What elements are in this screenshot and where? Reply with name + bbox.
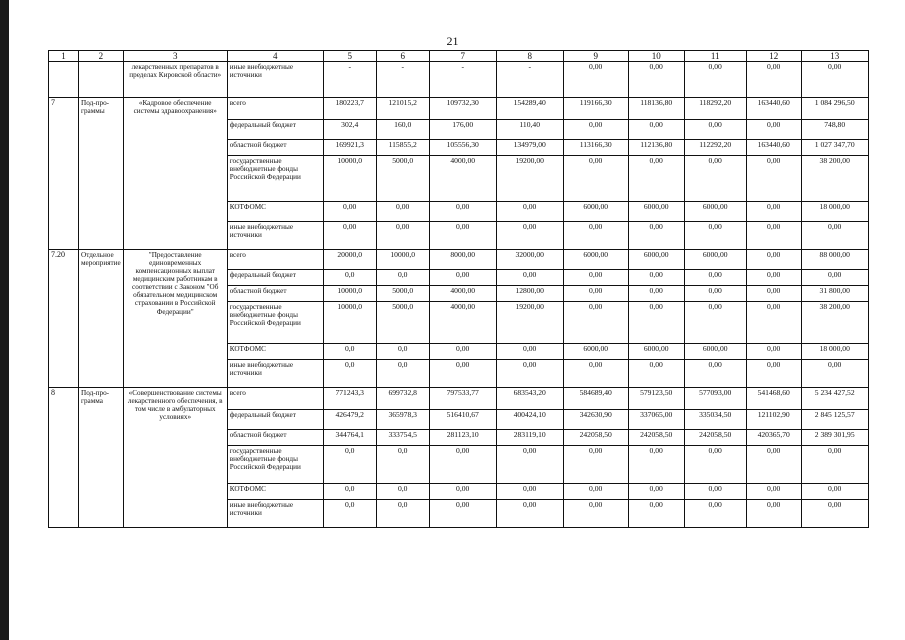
- funding-source-cell: федеральный бюджет: [227, 120, 323, 140]
- value-cell: 797533,77: [429, 388, 496, 410]
- value-cell: 0,00: [628, 302, 684, 344]
- value-cell: 32000,00: [496, 250, 563, 270]
- value-cell: 121102,90: [746, 410, 801, 430]
- value-cell: 0,00: [628, 446, 684, 484]
- value-cell: 0,00: [746, 484, 801, 500]
- value-cell: 0,00: [628, 286, 684, 302]
- column-number: 9: [563, 51, 628, 62]
- column-number: 2: [79, 51, 124, 62]
- value-cell: 0,00: [801, 484, 868, 500]
- funding-source-cell: государственные внебюджетные фонды Российской Федерации: [227, 446, 323, 484]
- value-cell: 0,0: [323, 500, 376, 528]
- value-cell: 160,0: [376, 120, 429, 140]
- value-cell: 0,00: [628, 62, 684, 98]
- value-cell: 0,00: [684, 302, 746, 344]
- value-cell: 0,00: [684, 62, 746, 98]
- column-number: 5: [323, 51, 376, 62]
- value-cell: 38 200,00: [801, 156, 868, 202]
- column-number: 12: [746, 51, 801, 62]
- funding-source-cell: федеральный бюджет: [227, 410, 323, 430]
- value-cell: 0,00: [801, 446, 868, 484]
- value-cell: 0,00: [429, 202, 496, 222]
- value-cell: 0,0: [376, 344, 429, 360]
- row-id-cell: 7: [49, 98, 79, 250]
- value-cell: 0,0: [376, 270, 429, 286]
- value-cell: 0,00: [429, 500, 496, 528]
- value-cell: 0,0: [323, 270, 376, 286]
- value-cell: 0,00: [376, 222, 429, 250]
- value-cell: 4000,00: [429, 302, 496, 344]
- row-id-cell: [49, 62, 79, 98]
- value-cell: 105556,30: [429, 140, 496, 156]
- value-cell: 516410,67: [429, 410, 496, 430]
- value-cell: 0,00: [684, 156, 746, 202]
- value-cell: 0,00: [496, 222, 563, 250]
- value-cell: 10000,0: [323, 286, 376, 302]
- value-cell: 0,00: [496, 202, 563, 222]
- column-number: 3: [123, 51, 227, 62]
- value-cell: 400424,10: [496, 410, 563, 430]
- value-cell: 0,00: [628, 360, 684, 388]
- value-cell: 10000,0: [323, 156, 376, 202]
- value-cell: 0,00: [628, 222, 684, 250]
- value-cell: 683543,20: [496, 388, 563, 410]
- value-cell: 0,00: [429, 360, 496, 388]
- value-cell: 0,00: [323, 202, 376, 222]
- value-cell: 0,00: [746, 360, 801, 388]
- value-cell: 0,00: [496, 344, 563, 360]
- value-cell: 110,40: [496, 120, 563, 140]
- value-cell: 242058,50: [563, 430, 628, 446]
- value-cell: 0,00: [684, 360, 746, 388]
- funding-source-cell: КОТФОМС: [227, 484, 323, 500]
- value-cell: 163440,60: [746, 140, 801, 156]
- value-cell: 18 000,00: [801, 202, 868, 222]
- value-cell: 31 800,00: [801, 286, 868, 302]
- value-cell: 0,00: [496, 500, 563, 528]
- value-cell: 283119,10: [496, 430, 563, 446]
- value-cell: 0,00: [746, 344, 801, 360]
- value-cell: 0,00: [628, 120, 684, 140]
- value-cell: 0,00: [801, 270, 868, 286]
- value-cell: 180223,7: [323, 98, 376, 120]
- column-number: 8: [496, 51, 563, 62]
- value-cell: 6000,00: [563, 250, 628, 270]
- value-cell: 5000,0: [376, 156, 429, 202]
- value-cell: 0,00: [746, 222, 801, 250]
- value-cell: 0,00: [563, 484, 628, 500]
- value-cell: 0,00: [563, 446, 628, 484]
- value-cell: 0,00: [746, 62, 801, 98]
- value-cell: 1 027 347,70: [801, 140, 868, 156]
- value-cell: 6000,00: [684, 344, 746, 360]
- value-cell: 420365,70: [746, 430, 801, 446]
- funding-source-cell: государственные внебюджетные фонды Российской Федерации: [227, 156, 323, 202]
- value-cell: 0,00: [801, 222, 868, 250]
- value-cell: 176,00: [429, 120, 496, 140]
- column-number: 1: [49, 51, 79, 62]
- value-cell: 0,00: [429, 484, 496, 500]
- value-cell: 0,00: [746, 156, 801, 202]
- value-cell: 18 000,00: [801, 344, 868, 360]
- value-cell: 584689,40: [563, 388, 628, 410]
- value-cell: 4000,00: [429, 286, 496, 302]
- row-type-cell: Под-про-граммы: [79, 98, 124, 250]
- funding-source-cell: иные внебюджетные источники: [227, 62, 323, 98]
- value-cell: 365978,3: [376, 410, 429, 430]
- funding-source-cell: областной бюджет: [227, 430, 323, 446]
- page-number: 21: [446, 34, 459, 48]
- value-cell: 112292,20: [684, 140, 746, 156]
- value-cell: 6000,00: [628, 250, 684, 270]
- value-cell: 119166,30: [563, 98, 628, 120]
- funding-source-cell: иные внебюджетные источники: [227, 500, 323, 528]
- value-cell: 109732,30: [429, 98, 496, 120]
- table-row: [49, 250, 869, 270]
- value-cell: 0,00: [429, 222, 496, 250]
- value-cell: 6000,00: [628, 344, 684, 360]
- value-cell: 6000,00: [628, 202, 684, 222]
- value-cell: 0,00: [628, 500, 684, 528]
- funding-source-cell: иные внебюджетные источники: [227, 222, 323, 250]
- value-cell: 88 000,00: [801, 250, 868, 270]
- value-cell: 0,00: [801, 360, 868, 388]
- value-cell: 0,0: [376, 484, 429, 500]
- value-cell: 0,00: [801, 500, 868, 528]
- value-cell: 20000,0: [323, 250, 376, 270]
- row-id-cell: 7.20: [49, 250, 79, 388]
- funding-source-cell: КОТФОМС: [227, 344, 323, 360]
- funding-source-cell: КОТФОМС: [227, 202, 323, 222]
- value-cell: 6000,00: [563, 202, 628, 222]
- value-cell: 0,00: [563, 62, 628, 98]
- value-cell: 541468,60: [746, 388, 801, 410]
- value-cell: 0,00: [496, 484, 563, 500]
- row-title-cell: «Кадровое обеспечение системы здравоохранения»: [123, 98, 227, 250]
- value-cell: 0,0: [323, 484, 376, 500]
- value-cell: 0,00: [684, 222, 746, 250]
- value-cell: 0,00: [376, 202, 429, 222]
- value-cell: 0,00: [496, 446, 563, 484]
- value-cell: 0,00: [684, 484, 746, 500]
- row-type-cell: Под-про-грамма: [79, 388, 124, 528]
- value-cell: -: [323, 62, 376, 98]
- value-cell: 426479,2: [323, 410, 376, 430]
- funding-source-cell: государственные внебюджетные фонды Российской Федерации: [227, 302, 323, 344]
- value-cell: 0,0: [323, 360, 376, 388]
- value-cell: 5000,0: [376, 302, 429, 344]
- value-cell: 281123,10: [429, 430, 496, 446]
- value-cell: 5 234 427,52: [801, 388, 868, 410]
- row-type-cell: Отдельное мероприятие: [79, 250, 124, 388]
- column-number: 11: [684, 51, 746, 62]
- value-cell: 337065,00: [628, 410, 684, 430]
- value-cell: 0,00: [429, 446, 496, 484]
- value-cell: 10000,0: [376, 250, 429, 270]
- value-cell: 342630,90: [563, 410, 628, 430]
- value-cell: 0,00: [746, 250, 801, 270]
- funding-source-cell: всего: [227, 388, 323, 410]
- value-cell: 0,00: [684, 270, 746, 286]
- value-cell: 0,00: [628, 270, 684, 286]
- value-cell: 0,0: [376, 500, 429, 528]
- value-cell: 169921,3: [323, 140, 376, 156]
- value-cell: 242058,50: [628, 430, 684, 446]
- value-cell: 19200,00: [496, 156, 563, 202]
- value-cell: -: [376, 62, 429, 98]
- value-cell: 6000,00: [684, 250, 746, 270]
- value-cell: 335034,50: [684, 410, 746, 430]
- row-title-cell: "Предоставление единовременных компенсационных выплат медицинским работникам в соответствии с Законом "Об обязательном медицинском страховании в Российской Федерации": [123, 250, 227, 388]
- value-cell: 0,00: [563, 286, 628, 302]
- value-cell: 12800,00: [496, 286, 563, 302]
- row-title-cell: лекарственных препаратов в пределах Кировской области»: [123, 62, 227, 98]
- column-number-row: [49, 51, 869, 62]
- value-cell: 0,00: [563, 270, 628, 286]
- funding-source-cell: всего: [227, 98, 323, 120]
- value-cell: 0,00: [563, 222, 628, 250]
- funding-source-cell: областной бюджет: [227, 140, 323, 156]
- value-cell: 0,00: [746, 446, 801, 484]
- value-cell: 0,00: [746, 500, 801, 528]
- value-cell: 118136,80: [628, 98, 684, 120]
- funding-source-cell: всего: [227, 250, 323, 270]
- value-cell: 0,0: [323, 446, 376, 484]
- value-cell: 0,00: [746, 202, 801, 222]
- budget-table: [48, 50, 869, 528]
- value-cell: 0,00: [746, 286, 801, 302]
- value-cell: 0,00: [563, 120, 628, 140]
- value-cell: 10000,0: [323, 302, 376, 344]
- value-cell: 0,00: [563, 500, 628, 528]
- value-cell: -: [496, 62, 563, 98]
- value-cell: 0,0: [376, 360, 429, 388]
- value-cell: 163440,60: [746, 98, 801, 120]
- value-cell: 118292,20: [684, 98, 746, 120]
- value-cell: 0,00: [628, 156, 684, 202]
- funding-source-cell: иные внебюджетные источники: [227, 360, 323, 388]
- value-cell: 0,00: [684, 120, 746, 140]
- value-cell: 0,00: [563, 360, 628, 388]
- value-cell: 5000,0: [376, 286, 429, 302]
- value-cell: 0,0: [376, 446, 429, 484]
- value-cell: 344764,1: [323, 430, 376, 446]
- row-type-cell: [79, 62, 124, 98]
- value-cell: 6000,00: [684, 202, 746, 222]
- value-cell: 0,00: [563, 156, 628, 202]
- value-cell: 38 200,00: [801, 302, 868, 344]
- funding-source-cell: областной бюджет: [227, 286, 323, 302]
- value-cell: 2 845 125,57: [801, 410, 868, 430]
- value-cell: 577093,00: [684, 388, 746, 410]
- value-cell: 0,00: [801, 62, 868, 98]
- value-cell: 771243,3: [323, 388, 376, 410]
- table-row: [49, 98, 869, 120]
- value-cell: 579123,50: [628, 388, 684, 410]
- value-cell: 112136,80: [628, 140, 684, 156]
- column-number: 4: [227, 51, 323, 62]
- value-cell: 121015,2: [376, 98, 429, 120]
- value-cell: 748,80: [801, 120, 868, 140]
- value-cell: 0,00: [684, 446, 746, 484]
- value-cell: 0,00: [684, 286, 746, 302]
- value-cell: 0,00: [323, 222, 376, 250]
- column-number: 10: [628, 51, 684, 62]
- column-number: 7: [429, 51, 496, 62]
- value-cell: 0,00: [684, 500, 746, 528]
- value-cell: 242058,50: [684, 430, 746, 446]
- value-cell: 302,4: [323, 120, 376, 140]
- value-cell: 19200,00: [496, 302, 563, 344]
- value-cell: 113166,30: [563, 140, 628, 156]
- value-cell: 333754,5: [376, 430, 429, 446]
- value-cell: 134979,00: [496, 140, 563, 156]
- value-cell: 0,00: [746, 120, 801, 140]
- value-cell: 0,00: [429, 270, 496, 286]
- value-cell: 0,00: [746, 302, 801, 344]
- value-cell: 2 389 301,95: [801, 430, 868, 446]
- value-cell: 0,00: [746, 270, 801, 286]
- value-cell: 8000,00: [429, 250, 496, 270]
- column-number: 13: [801, 51, 868, 62]
- value-cell: 6000,00: [563, 344, 628, 360]
- column-number: 6: [376, 51, 429, 62]
- value-cell: 699732,8: [376, 388, 429, 410]
- value-cell: 1 084 296,50: [801, 98, 868, 120]
- value-cell: 115855,2: [376, 140, 429, 156]
- scan-edge-bar: [0, 0, 9, 640]
- value-cell: 0,00: [496, 270, 563, 286]
- value-cell: 0,00: [496, 360, 563, 388]
- value-cell: 0,00: [563, 302, 628, 344]
- funding-source-cell: федеральный бюджет: [227, 270, 323, 286]
- value-cell: 154289,40: [496, 98, 563, 120]
- row-id-cell: 8: [49, 388, 79, 528]
- table-row: [49, 62, 869, 98]
- table-row: [49, 388, 869, 410]
- value-cell: 0,0: [323, 344, 376, 360]
- value-cell: 4000,00: [429, 156, 496, 202]
- value-cell: -: [429, 62, 496, 98]
- row-title-cell: «Совершенствование системы лекарственного обеспечения, в том числе в амбулаторных условиях»: [123, 388, 227, 528]
- value-cell: 0,00: [429, 344, 496, 360]
- value-cell: 0,00: [628, 484, 684, 500]
